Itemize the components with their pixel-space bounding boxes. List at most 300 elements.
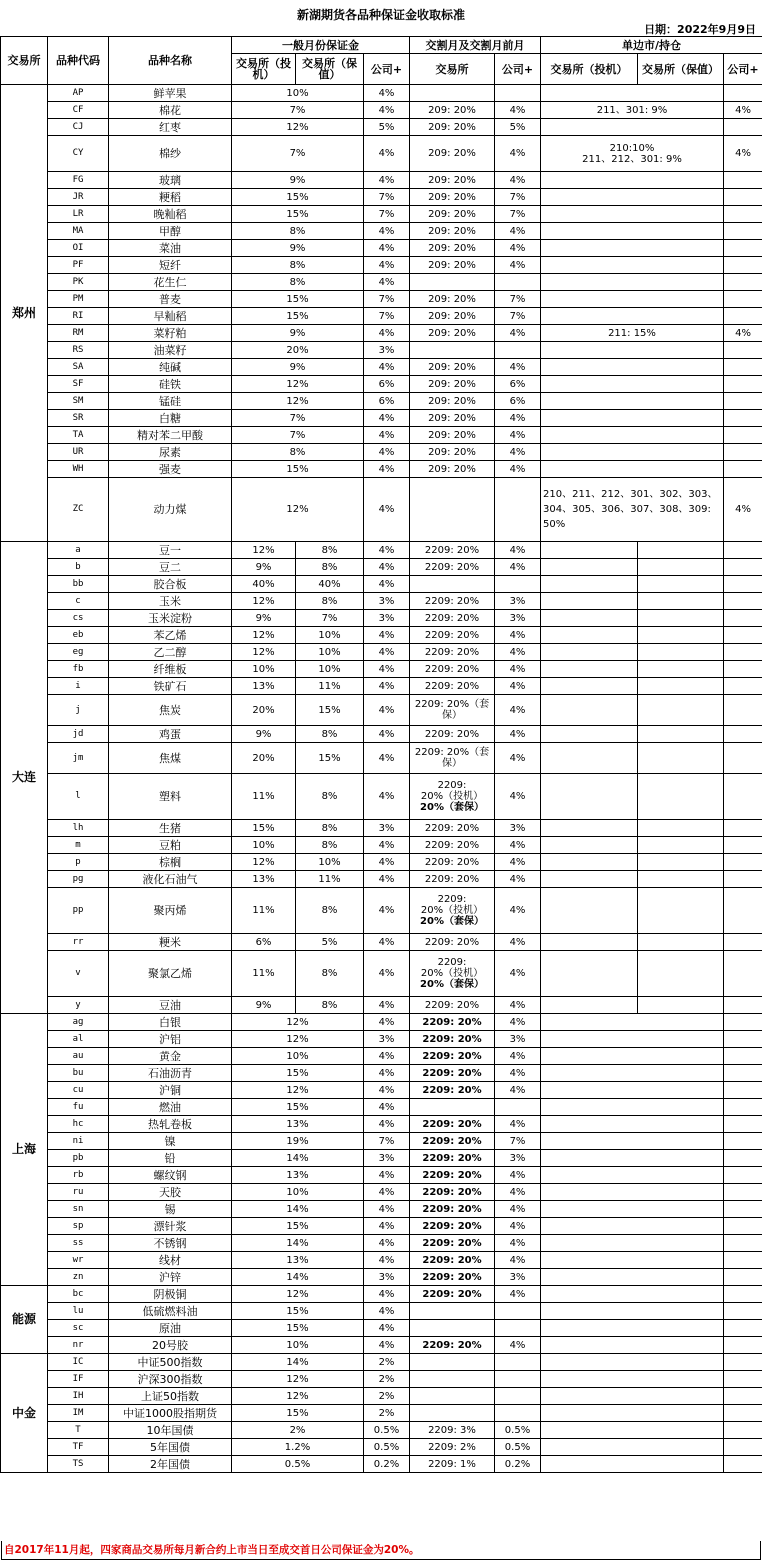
exch-spec-margin: 20% [232, 695, 296, 726]
product-name: 尿素 [109, 444, 232, 461]
product-code: fb [48, 661, 109, 678]
product-name: 硅铁 [109, 376, 232, 393]
uni-company-margin [724, 206, 762, 223]
table-row [1, 854, 762, 871]
table-row [1, 342, 762, 359]
table-row [1, 274, 762, 291]
header-general: 一般月份保证金 [232, 37, 410, 54]
exch-hedge-margin: 8% [296, 726, 364, 743]
company-margin: 4% [364, 951, 410, 997]
product-code: JR [48, 189, 109, 206]
uni-exch-spec [541, 559, 638, 576]
product-name: 玉米淀粉 [109, 610, 232, 627]
delivery-company-margin: 4% [495, 559, 541, 576]
product-code: ru [48, 1184, 109, 1201]
product-code: eb [48, 627, 109, 644]
uni-company-margin [724, 1388, 762, 1405]
delivery-company-margin: 3% [495, 1031, 541, 1048]
uni-company [724, 820, 762, 837]
table-row [1, 1303, 762, 1320]
product-code: au [48, 1048, 109, 1065]
product-name: 天胶 [109, 1184, 232, 1201]
delivery-company-margin: 4% [495, 871, 541, 888]
product-name: 玻璃 [109, 172, 232, 189]
exch-margin: 9% [232, 359, 364, 376]
table-row [1, 1252, 762, 1269]
exch-hedge-margin: 8% [296, 559, 364, 576]
uni-exch-spec [541, 997, 638, 1014]
product-name: 中证500指数 [109, 1354, 232, 1371]
delivery-company-margin: 4% [495, 223, 541, 240]
delivery-company-margin: 7% [495, 291, 541, 308]
product-code: fu [48, 1099, 109, 1116]
uni-company [724, 854, 762, 871]
delivery-company-margin: 4% [495, 726, 541, 743]
product-name: 焦煤 [109, 743, 232, 774]
uni-company-margin [724, 223, 762, 240]
product-code: RI [48, 308, 109, 325]
company-margin: 4% [364, 1286, 410, 1303]
company-margin: 3% [364, 820, 410, 837]
product-name: 线材 [109, 1252, 232, 1269]
product-name: 聚氯乙烯 [109, 951, 232, 997]
delivery-exch-margin: 2209: 20% [410, 627, 495, 644]
delivery-exch-margin: 2209: 20% [410, 1167, 495, 1184]
uni-exch-margin [541, 427, 724, 444]
exch-margin: 10% [232, 1184, 364, 1201]
exch-margin: 7% [232, 427, 364, 444]
uni-company-margin [724, 1150, 762, 1167]
delivery-exch-margin: 2209: 20% [410, 837, 495, 854]
uni-line: 211、212、301: 9% [582, 153, 682, 165]
table-row [1, 257, 762, 274]
product-name: 精对苯二甲酸 [109, 427, 232, 444]
exch-spec-margin: 9% [232, 610, 296, 627]
delivery-exch-margin: 209: 20% [410, 410, 495, 427]
product-code: zn [48, 1269, 109, 1286]
uni-exch-margin [541, 1269, 724, 1286]
delivery-line: 20%（投机） [420, 968, 484, 979]
delivery-company-margin: 7% [495, 206, 541, 223]
uni-company-margin [724, 291, 762, 308]
product-name: 动力煤 [109, 478, 232, 542]
company-margin: 4% [364, 1201, 410, 1218]
table-row [1, 1167, 762, 1184]
product-name: 棉花 [109, 102, 232, 119]
delivery-line: 20%（套保） [420, 916, 484, 927]
exch-margin: 20% [232, 342, 364, 359]
uni-exch-spec [541, 871, 638, 888]
uni-company-margin: 4% [724, 136, 762, 172]
delivery-exch-margin: 209: 20% [410, 461, 495, 478]
uni-exch-hedge [638, 820, 724, 837]
uni-exch-margin [541, 1116, 724, 1133]
uni-exch-margin [541, 1337, 724, 1354]
delivery-exch-margin: 2209: 20% [410, 1048, 495, 1065]
exch-spec-margin: 10% [232, 661, 296, 678]
exch-spec-margin: 13% [232, 871, 296, 888]
uni-company-margin [724, 240, 762, 257]
company-margin: 4% [364, 136, 410, 172]
uni-company-margin [724, 1456, 762, 1473]
product-name: 粳稻 [109, 189, 232, 206]
uni-exch-margin [541, 1082, 724, 1099]
uni-exch-hedge [638, 997, 724, 1014]
delivery-exch-margin [410, 1388, 495, 1405]
uni-exch-hedge [638, 726, 724, 743]
uni-company-margin [724, 1269, 762, 1286]
delivery-exch-margin: 2209: 20% [410, 1133, 495, 1150]
product-name: 螺纹钢 [109, 1167, 232, 1184]
company-margin: 2% [364, 1354, 410, 1371]
delivery-exch-margin: 209: 20% [410, 376, 495, 393]
delivery-company-margin: 4% [495, 136, 541, 172]
delivery-company-margin: 4% [495, 1048, 541, 1065]
product-name: 苯乙烯 [109, 627, 232, 644]
product-name: 塑料 [109, 774, 232, 820]
table-row [1, 1388, 762, 1405]
uni-exch-hedge [638, 576, 724, 593]
company-margin: 4% [364, 257, 410, 274]
header-row-1 [1, 37, 762, 54]
delivery-company-margin: 4% [495, 325, 541, 342]
exch-margin: 12% [232, 1388, 364, 1405]
delivery-company-margin [495, 1388, 541, 1405]
product-code: LR [48, 206, 109, 223]
exch-spec-margin: 11% [232, 951, 296, 997]
exch-margin: 12% [232, 1014, 364, 1031]
table-row [1, 240, 762, 257]
product-name: 棉纱 [109, 136, 232, 172]
exch-margin: 14% [232, 1201, 364, 1218]
delivery-exch-margin: 2209: 20% [410, 1116, 495, 1133]
product-name: 原油 [109, 1320, 232, 1337]
table-row [1, 291, 762, 308]
exch-margin: 12% [232, 1286, 364, 1303]
delivery-exch-margin: 209: 20% [410, 308, 495, 325]
uni-company [724, 997, 762, 1014]
product-code: IC [48, 1354, 109, 1371]
uni-company-margin: 4% [724, 102, 762, 119]
table-row [1, 410, 762, 427]
delivery-company-margin: 3% [495, 593, 541, 610]
product-name: 乙二醇 [109, 644, 232, 661]
uni-exch-margin [541, 1167, 724, 1184]
exch-hedge-margin: 11% [296, 871, 364, 888]
product-name: 豆油 [109, 997, 232, 1014]
uni-company [724, 951, 762, 997]
uni-exch-margin [541, 136, 724, 172]
product-name: 胶合板 [109, 576, 232, 593]
exch-margin: 13% [232, 1167, 364, 1184]
company-margin: 4% [364, 1065, 410, 1082]
table-row [1, 837, 762, 854]
header-exchange: 交易所 [1, 37, 48, 85]
uni-company-margin [724, 1184, 762, 1201]
company-margin: 4% [364, 871, 410, 888]
uni-exch-hedge [638, 695, 724, 726]
product-code: bb [48, 576, 109, 593]
product-name: 豆一 [109, 542, 232, 559]
product-name: 10年国债 [109, 1422, 232, 1439]
table-row [1, 172, 762, 189]
product-code: cu [48, 1082, 109, 1099]
company-margin: 4% [364, 678, 410, 695]
delivery-exch-margin [410, 1303, 495, 1320]
company-margin: 6% [364, 376, 410, 393]
delivery-exch-margin: 2209: 20% [410, 854, 495, 871]
uni-company-margin [724, 393, 762, 410]
delivery-exch-margin: 2209: 2% [410, 1439, 495, 1456]
delivery-exch-margin [410, 1099, 495, 1116]
product-name: 豆粕 [109, 837, 232, 854]
delivery-exch-margin: 2209: 20% [410, 661, 495, 678]
product-code: bc [48, 1286, 109, 1303]
delivery-company-margin: 3% [495, 820, 541, 837]
table-row [1, 559, 762, 576]
delivery-exch-margin [410, 478, 495, 542]
delivery-company-margin: 4% [495, 661, 541, 678]
delivery-company-margin: 4% [495, 1014, 541, 1031]
delivery-line: 2209: [437, 780, 467, 791]
delivery-company-margin: 4% [495, 837, 541, 854]
product-code: jd [48, 726, 109, 743]
delivery-company-margin [495, 342, 541, 359]
product-name: 液化石油气 [109, 871, 232, 888]
exch-margin: 12% [232, 1082, 364, 1099]
product-code: sc [48, 1320, 109, 1337]
product-code: b [48, 559, 109, 576]
delivery-company-margin: 4% [495, 240, 541, 257]
exch-spec-margin: 12% [232, 854, 296, 871]
delivery-company-margin: 0.2% [495, 1456, 541, 1473]
company-margin: 4% [364, 1218, 410, 1235]
uni-company [724, 837, 762, 854]
uni-company-margin [724, 1286, 762, 1303]
product-code: cs [48, 610, 109, 627]
uni-company [724, 610, 762, 627]
uni-exch-spec [541, 837, 638, 854]
table-row [1, 1439, 762, 1456]
delivery-exch-margin: 2209: 20%（套保） [410, 743, 495, 774]
delivery-exch-margin [410, 1405, 495, 1422]
product-code: lu [48, 1303, 109, 1320]
uni-company-margin [724, 376, 762, 393]
exch-margin: 15% [232, 1303, 364, 1320]
product-code: SA [48, 359, 109, 376]
table-row [1, 1099, 762, 1116]
header-name: 品种名称 [109, 37, 232, 85]
exch-margin: 10% [232, 85, 364, 102]
exch-margin: 10% [232, 1337, 364, 1354]
product-name: 纤维板 [109, 661, 232, 678]
company-margin: 4% [364, 934, 410, 951]
uni-exch-spec [541, 661, 638, 678]
product-code: RS [48, 342, 109, 359]
exch-hedge-margin: 8% [296, 888, 364, 934]
uni-exch-spec [541, 820, 638, 837]
uni-exch-margin: 210、211、212、301、302、303、304、305、306、307、308、309: 50% [541, 478, 724, 542]
product-code: wr [48, 1252, 109, 1269]
delivery-exch-margin [410, 1320, 495, 1337]
product-name: 白糖 [109, 410, 232, 427]
product-name: 不锈钢 [109, 1235, 232, 1252]
uni-exch-margin [541, 1065, 724, 1082]
delivery-exch-margin: 2209: 20% [410, 678, 495, 695]
exch-spec-margin: 12% [232, 593, 296, 610]
product-code: PK [48, 274, 109, 291]
delivery-company-margin [495, 576, 541, 593]
product-code: IH [48, 1388, 109, 1405]
delivery-company-margin: 4% [495, 359, 541, 376]
delivery-company-margin: 4% [495, 102, 541, 119]
uni-exch-spec [541, 576, 638, 593]
table-row [1, 1150, 762, 1167]
uni-exch-hedge [638, 559, 724, 576]
product-code: PF [48, 257, 109, 274]
delivery-exch-margin: 2209: 20% [410, 871, 495, 888]
table-row [1, 1371, 762, 1388]
delivery-exch-margin: 209: 20% [410, 223, 495, 240]
uni-exch-margin [541, 308, 724, 325]
uni-exch-margin [541, 206, 724, 223]
exch-margin: 15% [232, 1405, 364, 1422]
delivery-exch-margin: 2209: 20% [410, 1201, 495, 1218]
uni-exch-spec [541, 951, 638, 997]
delivery-company-margin: 5% [495, 119, 541, 136]
table-row [1, 1286, 762, 1303]
delivery-company-margin: 4% [495, 951, 541, 997]
delivery-company-margin: 4% [495, 1337, 541, 1354]
exch-margin: 8% [232, 257, 364, 274]
product-code: ag [48, 1014, 109, 1031]
table-row [1, 393, 762, 410]
exch-margin: 14% [232, 1354, 364, 1371]
product-name: 强麦 [109, 461, 232, 478]
product-code: rr [48, 934, 109, 951]
exch-margin: 15% [232, 1320, 364, 1337]
table-row [1, 576, 762, 593]
delivery-exch-margin: 2209: 20% [410, 1269, 495, 1286]
delivery-company-margin: 4% [495, 678, 541, 695]
delivery-company-margin: 4% [495, 1252, 541, 1269]
product-code: SF [48, 376, 109, 393]
exch-spec-margin: 11% [232, 888, 296, 934]
delivery-company-margin: 7% [495, 189, 541, 206]
product-code: pb [48, 1150, 109, 1167]
product-code: T [48, 1422, 109, 1439]
uni-exch-hedge [638, 774, 724, 820]
table-row [1, 871, 762, 888]
exch-hedge-margin: 8% [296, 542, 364, 559]
product-code: a [48, 542, 109, 559]
exch-hedge-margin: 15% [296, 695, 364, 726]
delivery-company-margin: 4% [495, 461, 541, 478]
table-row [1, 1218, 762, 1235]
product-name: 鲜苹果 [109, 85, 232, 102]
delivery-company-margin [495, 85, 541, 102]
delivery-line: 2209: [437, 957, 467, 968]
product-code: ZC [48, 478, 109, 542]
delivery-company-margin [495, 1320, 541, 1337]
product-code: lh [48, 820, 109, 837]
product-code: SM [48, 393, 109, 410]
uni-company [724, 871, 762, 888]
header-delivery-company: 公司+ [495, 54, 541, 85]
product-name: 豆二 [109, 559, 232, 576]
company-margin: 4% [364, 542, 410, 559]
company-margin: 4% [364, 1014, 410, 1031]
uni-company-margin [724, 1031, 762, 1048]
company-margin: 4% [364, 726, 410, 743]
product-code: nr [48, 1337, 109, 1354]
exch-margin: 7% [232, 102, 364, 119]
uni-exch-margin [541, 291, 724, 308]
product-name: 2年国债 [109, 1456, 232, 1473]
table-row [1, 1116, 762, 1133]
exch-margin: 15% [232, 461, 364, 478]
exch-margin: 15% [232, 189, 364, 206]
delivery-exch-margin: 2209: 20% [410, 1082, 495, 1099]
uni-company [724, 743, 762, 774]
uni-company [724, 559, 762, 576]
product-name: 焦炭 [109, 695, 232, 726]
delivery-exch-margin: 2209: 20%（套保） [410, 695, 495, 726]
header-uni-exch-spec: 交易所（投机） [541, 54, 638, 85]
uni-exch-margin [541, 1320, 724, 1337]
uni-exch-margin [541, 119, 724, 136]
table-row [1, 376, 762, 393]
page-title: 新湖期货各品种保证金收取标准 [296, 8, 465, 22]
company-margin: 6% [364, 393, 410, 410]
exch-margin: 14% [232, 1150, 364, 1167]
uni-exch-margin [541, 257, 724, 274]
uni-exch-spec [541, 627, 638, 644]
company-margin: 7% [364, 291, 410, 308]
table-row [1, 359, 762, 376]
product-name: 热轧卷板 [109, 1116, 232, 1133]
table-row [1, 888, 762, 934]
exch-spec-margin: 12% [232, 627, 296, 644]
product-name: 棕榈 [109, 854, 232, 871]
exchange-name: 能源 [1, 1286, 48, 1354]
delivery-exch-margin: 209: 20% [410, 427, 495, 444]
product-code: OI [48, 240, 109, 257]
exch-margin: 14% [232, 1235, 364, 1252]
uni-exch-margin [541, 444, 724, 461]
uni-exch-hedge [638, 542, 724, 559]
uni-exch-margin [541, 1184, 724, 1201]
delivery-exch-margin: 2209: 20% [410, 1218, 495, 1235]
uni-company [724, 627, 762, 644]
product-code: pg [48, 871, 109, 888]
table-row [1, 1065, 762, 1082]
exch-spec-margin: 40% [232, 576, 296, 593]
uni-exch-margin [541, 1303, 724, 1320]
product-name: 锰硅 [109, 393, 232, 410]
company-margin: 4% [364, 559, 410, 576]
delivery-company-margin: 4% [495, 743, 541, 774]
uni-exch-margin [541, 1286, 724, 1303]
product-code: i [48, 678, 109, 695]
product-code: v [48, 951, 109, 997]
table-row [1, 223, 762, 240]
product-code: IM [48, 1405, 109, 1422]
exch-hedge-margin: 8% [296, 820, 364, 837]
delivery-company-margin: 3% [495, 1150, 541, 1167]
delivery-exch-margin [410, 888, 495, 934]
uni-exch-hedge [638, 661, 724, 678]
